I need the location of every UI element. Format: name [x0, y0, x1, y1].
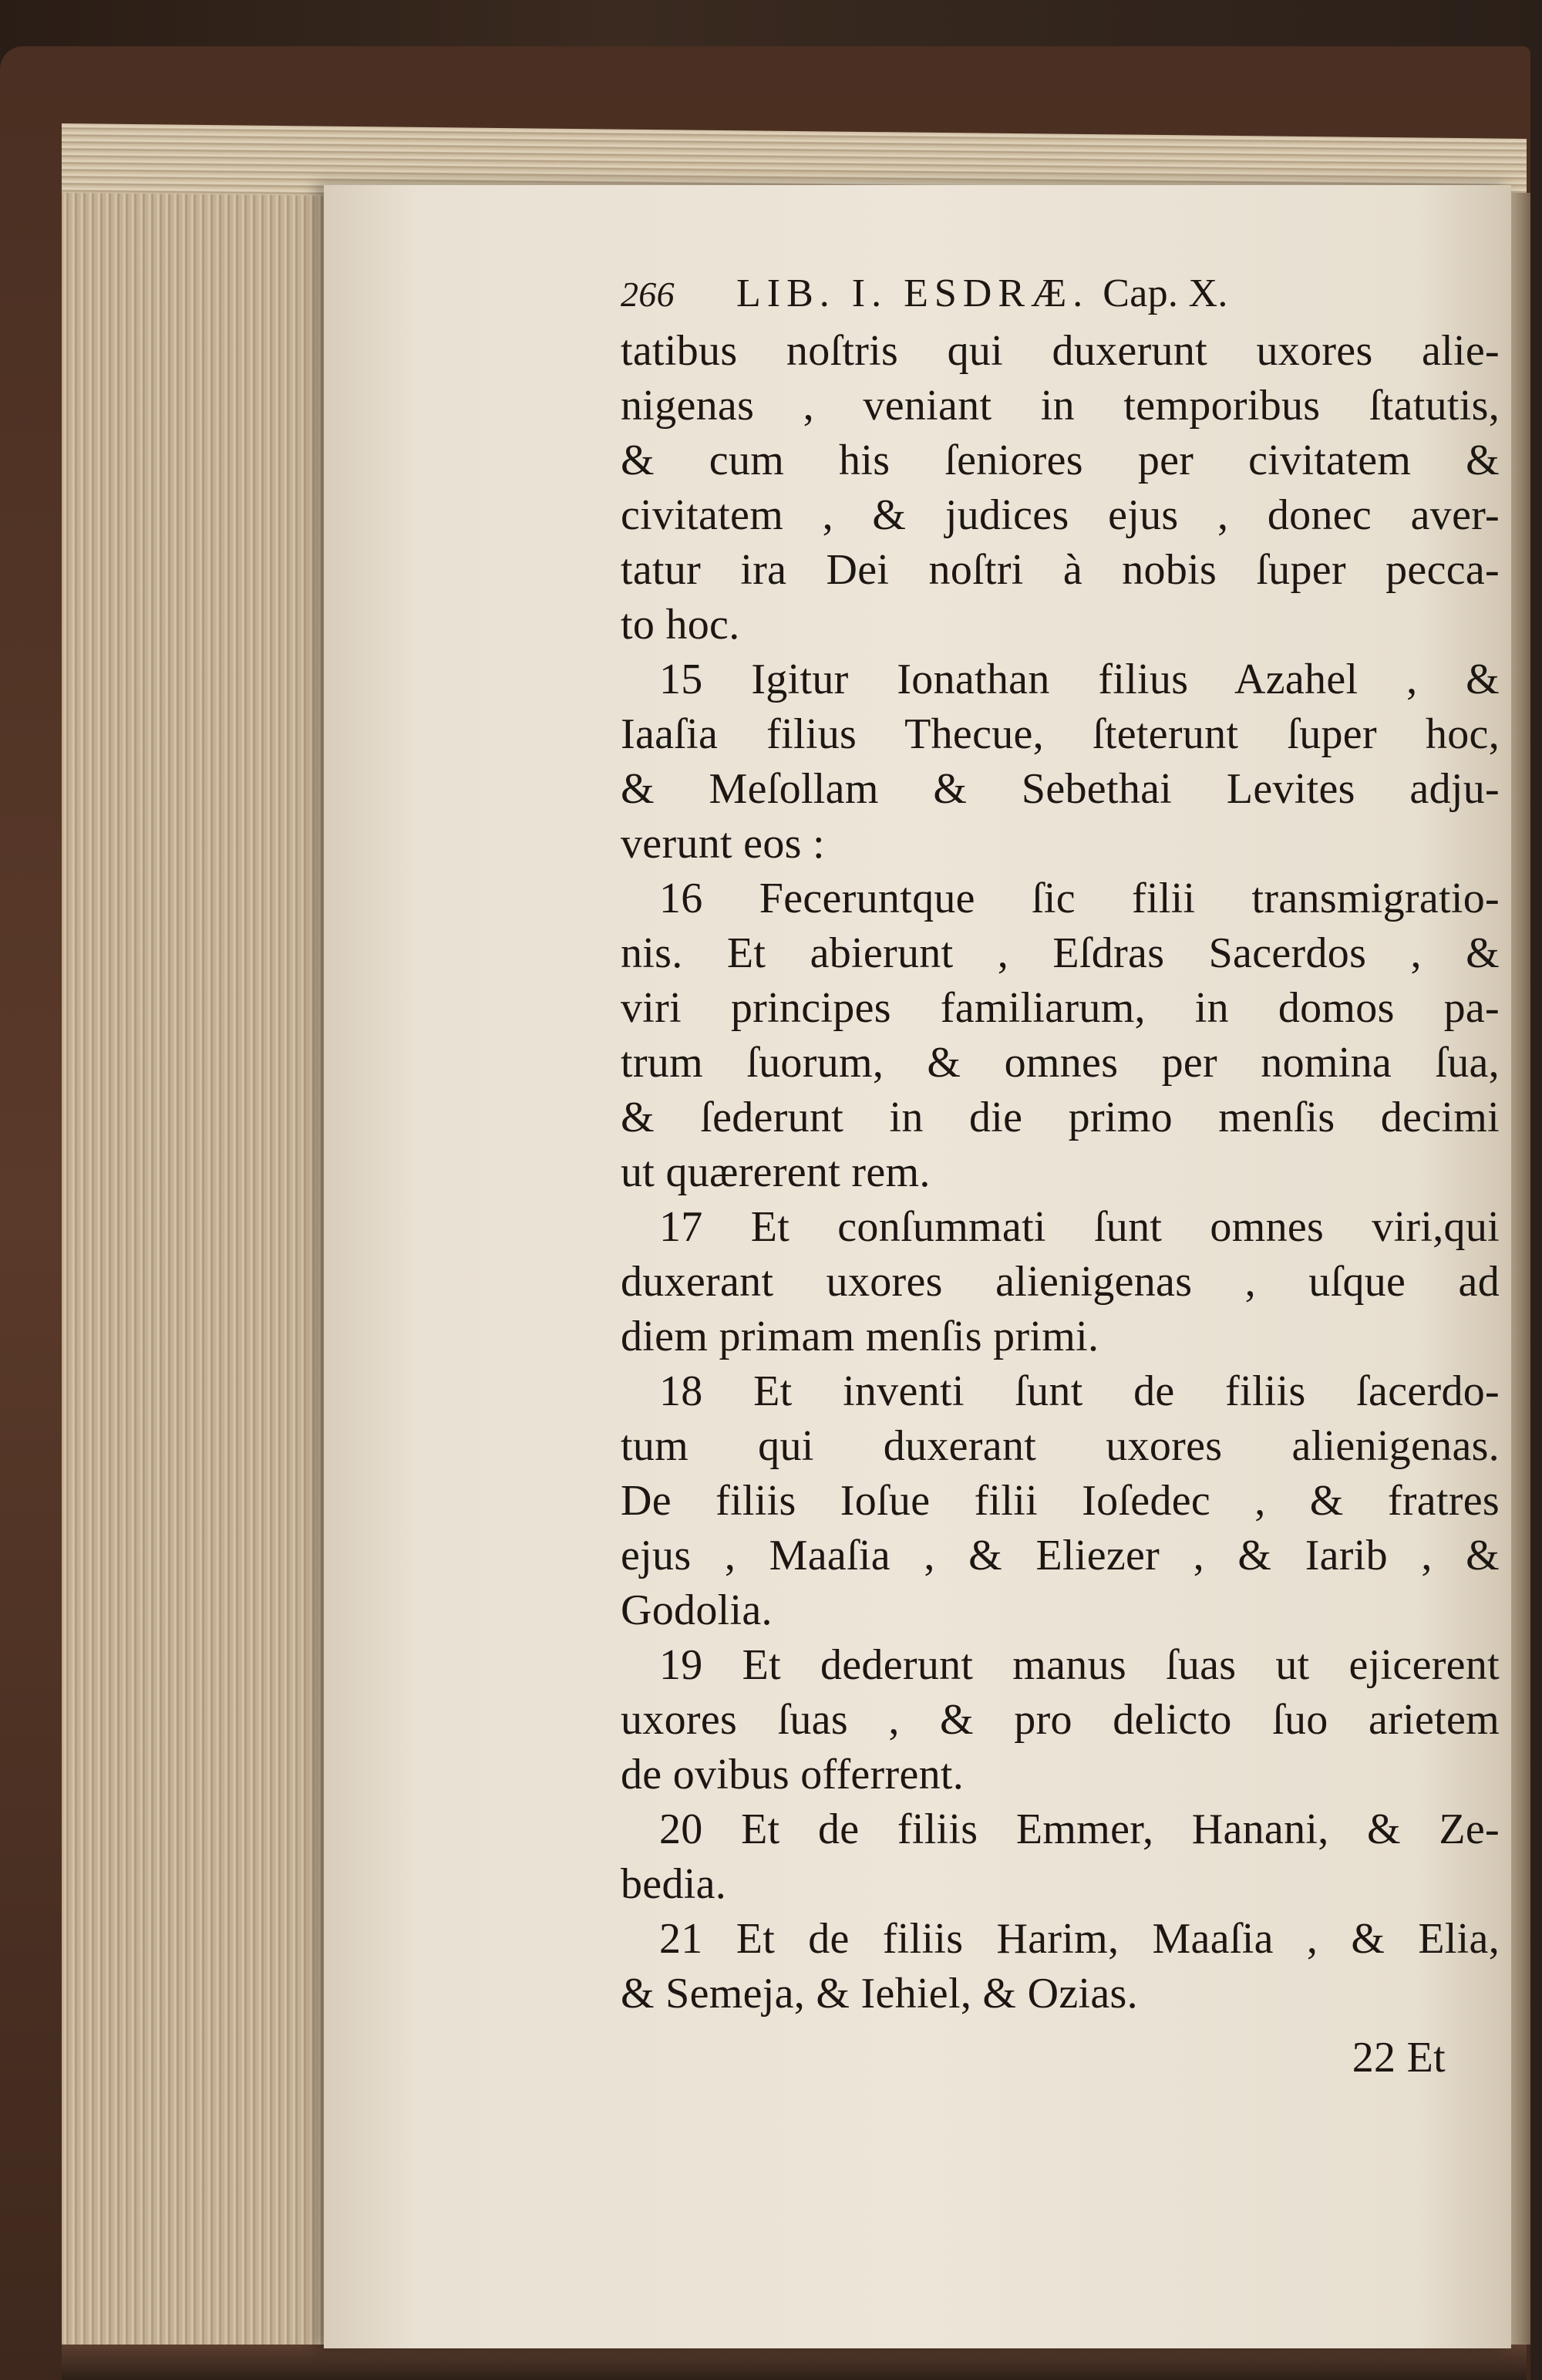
text-line: to hoc.: [621, 601, 740, 649]
verse-line: 16 Feceruntque ſic filii transmigratio-: [659, 875, 1500, 922]
page-text: [621, 266, 1500, 2086]
text-line: uxores ſuas , & pro delicto ſuo arietem: [621, 1696, 1500, 1744]
running-title: LIB. I. ESDRÆ.: [736, 271, 1089, 315]
text-line: Iaaſia filius Thecue, ſteterunt ſuper hoc,: [621, 710, 1500, 758]
text-line: tum qui duxerant uxores alienigenas.: [621, 1422, 1500, 1470]
running-header: [621, 266, 1500, 324]
text-line: tatibus noſtris qui duxerunt uxores alie-: [621, 327, 1500, 375]
text-line: ut quærerent rem.: [621, 1148, 931, 1196]
text-line: civitatem , & judices ejus , donec aver-: [621, 491, 1500, 539]
verse-line: 17 Et conſummati ſunt omnes viri,qui: [659, 1203, 1500, 1251]
text-line: trum ſuorum, & omnes per nomina ſua,: [621, 1039, 1500, 1087]
page-number: 266: [621, 275, 675, 314]
text-line: Godolia.: [621, 1586, 773, 1634]
verse-line: 18 Et inventi ſunt de filiis ſacerdo-: [659, 1367, 1500, 1415]
text-line: & cum his ſeniores per civitatem &: [621, 437, 1500, 484]
verse-line: 15 Igitur Ionathan filius Azahel , &: [659, 656, 1500, 703]
text-line: duxerant uxores alienigenas , uſque ad: [621, 1258, 1500, 1306]
verse-line: 19 Et dederunt manus ſuas ut ejicerent: [659, 1641, 1500, 1689]
text-line: & ſederunt in die primo menſis decimi: [621, 1094, 1500, 1141]
catchword: 22 Et: [1352, 2034, 1446, 2082]
text-line: de ovibus offerrent.: [621, 1751, 965, 1798]
book-bottom-edge: [62, 2345, 1527, 2380]
text-line: De filiis Ioſue filii Ioſedec , & fratres: [621, 1477, 1500, 1525]
text-line: nigenas , veniant in temporibus ſtatutis,: [621, 382, 1500, 430]
text-line: bedia.: [621, 1860, 727, 1908]
verse-line: 21 Et de filiis Harim, Maaſia , & Elia,: [659, 1915, 1500, 1963]
text-line: tatur ira Dei noſtri à nobis ſuper pecca-: [621, 546, 1500, 594]
text-line: nis. Et abierunt , Eſdras Sacerdos , &: [621, 929, 1500, 977]
text-line: viri principes familiarum, in domos pa-: [621, 984, 1500, 1032]
text-line: diem primam menſis primi.: [621, 1313, 1099, 1360]
text-line: & Meſollam & Sebethai Levites adju-: [621, 765, 1500, 813]
text-line: ejus , Maaſia , & Eliezer , & Iarib , &: [621, 1532, 1500, 1579]
text-line: verunt eos :: [621, 820, 825, 868]
verse-line: 20 Et de filiis Emmer, Hanani, & Ze-: [659, 1805, 1500, 1853]
page-stack-left: [62, 131, 339, 2352]
page-footer: [621, 2024, 1500, 2086]
text-line: & Semeja, & Iehiel, & Ozias.: [621, 1970, 1138, 2018]
chapter-label: Cap. X.: [1103, 271, 1228, 315]
